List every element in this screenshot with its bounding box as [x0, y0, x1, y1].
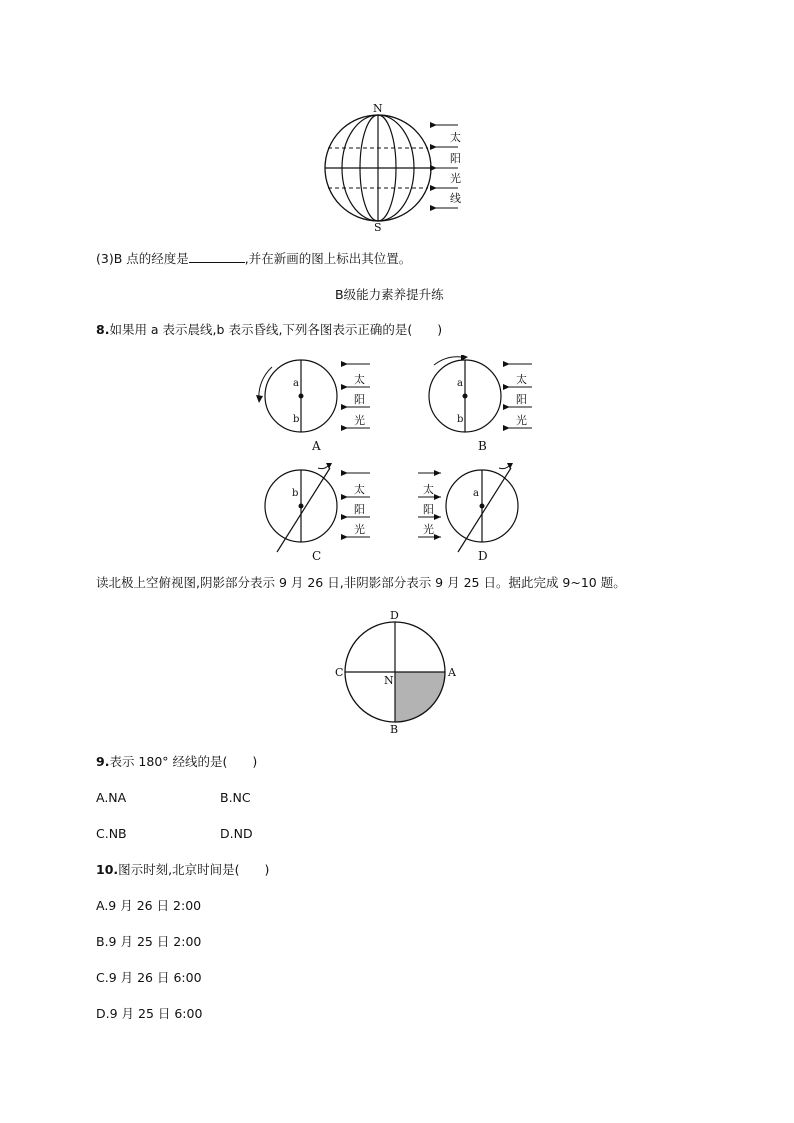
passage-intro: 读北极上空俯视图,阴影部分表示 9 月 26 日,非阴影部分表示 9 月 25 日。据此完成 9~10 题。	[96, 575, 626, 590]
sun-char: 线	[450, 192, 461, 205]
line-label-a: a	[473, 488, 479, 499]
shaded-region	[395, 672, 445, 722]
pole-dot	[480, 504, 485, 509]
point-b-label: B	[390, 723, 399, 736]
line-label-a: a	[457, 378, 463, 389]
question-10-text: 图示时刻,北京时间是( )	[118, 862, 270, 877]
sun-char: 太	[354, 373, 365, 386]
question-3-prefix: (3)B 点的经度是	[96, 251, 189, 266]
pole-south-label: S	[374, 221, 382, 234]
sun-char: 太	[450, 131, 461, 144]
point-c-label: C	[335, 666, 344, 679]
sun-char: 太	[354, 483, 365, 496]
sun-char: 光	[450, 172, 461, 185]
option-c-figure	[250, 460, 375, 565]
sun-char: 阳	[354, 503, 365, 516]
rotation-arrowhead	[256, 395, 263, 403]
terminator-line	[277, 468, 330, 552]
option-label: C	[312, 549, 322, 563]
line-label-b: b	[457, 414, 464, 425]
section-title: B级能力素养提升练	[335, 287, 444, 302]
option-d: D.9 月 25 日 6:00	[96, 1006, 203, 1021]
line-label-b: b	[293, 414, 300, 425]
line-label-b: b	[292, 488, 299, 499]
option-d-figure	[412, 460, 537, 565]
sun-char: 阳	[354, 393, 365, 406]
sun-char: 光	[516, 414, 527, 427]
pole-dot	[299, 504, 304, 509]
sun-char: 太	[516, 373, 527, 386]
rotation-arrow-icon	[499, 466, 509, 469]
question-9	[96, 754, 257, 770]
sun-char: 太	[423, 483, 434, 496]
question-number: 9.	[96, 754, 110, 769]
option-c: C.9 月 26 日 6:00	[96, 970, 202, 985]
sun-char: 阳	[516, 393, 527, 406]
globe-figure	[318, 98, 478, 234]
pole-dot	[299, 394, 304, 399]
option-label: D	[478, 549, 488, 563]
question-3	[96, 250, 411, 267]
sun-char: 光	[354, 414, 365, 427]
question-9-text: 表示 180° 经线的是( )	[109, 754, 258, 769]
sun-char: 光	[423, 523, 434, 536]
rotation-arrow-icon	[318, 466, 328, 469]
option-d: D.ND	[220, 826, 253, 841]
line-label-a: a	[293, 378, 299, 389]
question-10	[96, 862, 269, 878]
option-c: C.NB	[96, 826, 127, 841]
sun-char: 阳	[423, 503, 434, 516]
question-8	[96, 322, 442, 338]
point-a-label: A	[448, 666, 456, 679]
pole-north-label: N	[373, 102, 383, 115]
option-a: A.9 月 26 日 2:00	[96, 898, 202, 913]
question-3-suffix: ,并在新画的图上标出其位置。	[244, 251, 412, 266]
point-d-label: D	[390, 609, 399, 622]
sun-char: 阳	[450, 152, 461, 165]
option-b: B.NC	[220, 790, 251, 805]
north-pole-label: N	[384, 674, 394, 687]
rotation-arrowhead	[507, 463, 513, 469]
sun-char: 光	[354, 523, 365, 536]
answer-blank	[189, 250, 245, 263]
polar-view-figure	[330, 606, 460, 736]
rotation-arrowhead	[326, 463, 332, 469]
question-number: 10.	[96, 862, 119, 877]
pole-dot	[463, 394, 468, 399]
question-number: 8.	[96, 322, 110, 337]
option-b: B.9 月 25 日 2:00	[96, 934, 202, 949]
option-a: A.NA	[96, 790, 127, 805]
option-label: A	[312, 439, 321, 453]
option-label: B	[478, 439, 487, 453]
option-a-figure	[250, 355, 375, 455]
question-8-text: 如果用 a 表示晨线,b 表示昏线,下列各图表示正确的是( )	[109, 322, 443, 337]
terminator-line	[458, 468, 511, 552]
option-b-figure	[412, 355, 537, 455]
